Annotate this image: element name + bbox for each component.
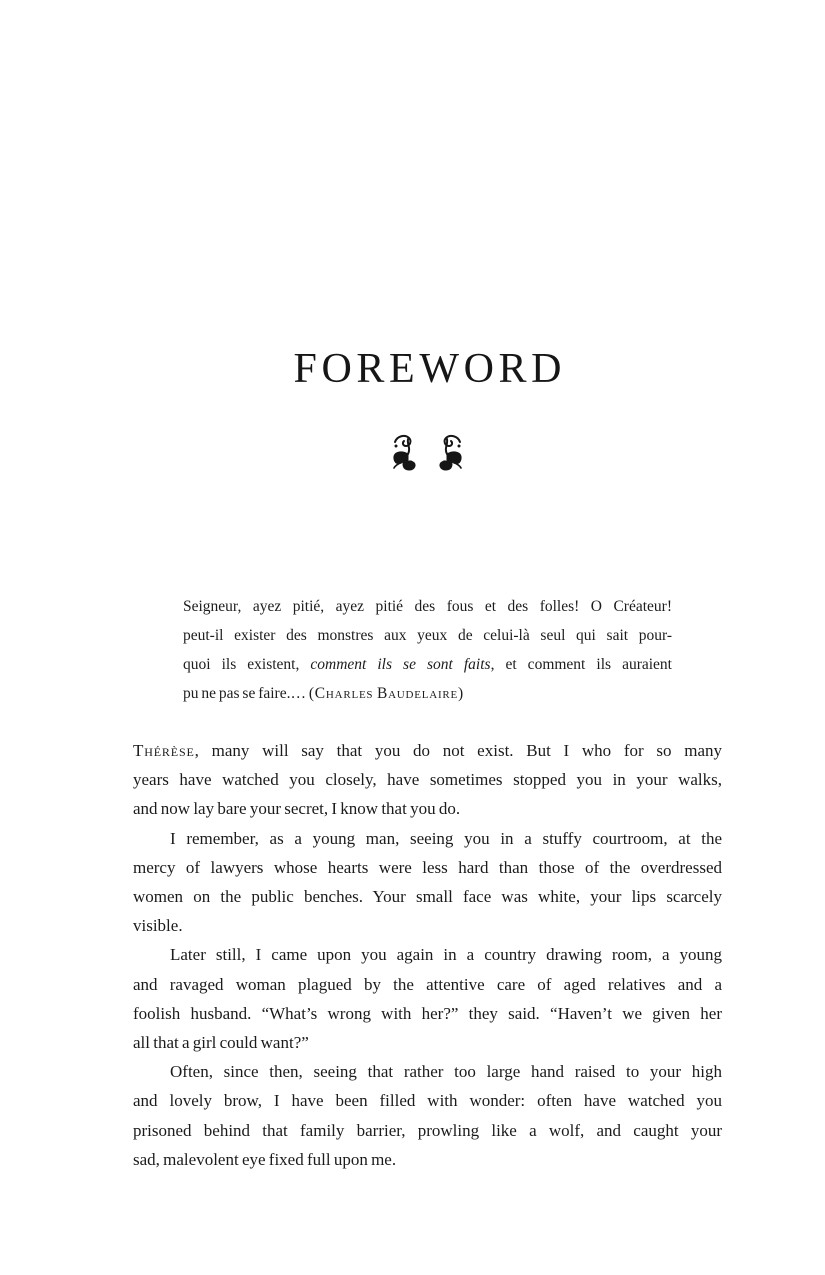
text-line: [133, 999, 722, 1028]
text-segment: and lovely brow, I have been filled with wonder: often have watched you: [133, 1091, 722, 1111]
text-line: [183, 679, 672, 708]
text-segment: prisoned behind that family barrier, prowling like a wolf, and caught your: [133, 1120, 722, 1140]
text-segment: and now lay bare your secret, I know that you do.: [133, 799, 461, 819]
text-segment: peut-il exister des monstres aux yeux de celui-là seul qui sait pour-: [183, 627, 672, 644]
body-text: [133, 736, 722, 1174]
text-line: [133, 853, 722, 882]
text-segment: , many will say that you do not exist. But I who for so many: [194, 741, 722, 760]
text-segment: quoi ils existent,: [183, 656, 311, 673]
paragraph: [133, 736, 722, 824]
fleuron-right-icon: [435, 433, 467, 473]
text-segment: sad, malevolent eye fixed full upon me.: [133, 1149, 397, 1169]
text-line: [133, 765, 722, 794]
text-line: [133, 794, 722, 823]
text-line: [133, 1057, 722, 1086]
text-segment: Seigneur, ayez pitié, ayez pitié des fous et des folles! O Créateur!: [183, 598, 672, 615]
text-segment: years have watched you closely, have sometimes stopped you in your walks,: [133, 770, 722, 790]
text-line: [183, 592, 672, 621]
text-line: [133, 1145, 722, 1174]
text-line: [133, 1116, 722, 1145]
paragraph: [133, 824, 722, 941]
text-line: [133, 736, 722, 765]
text-line: [183, 650, 672, 679]
smallcaps-text: (Charles Baudelaire): [308, 685, 464, 702]
text-segment: , et comment ils auraient: [490, 656, 672, 673]
text-line: [133, 970, 722, 999]
text-segment: women on the public benches. Your small face was white, your lips scarcely: [133, 887, 722, 907]
text-line: [133, 882, 722, 911]
text-line: [183, 621, 672, 650]
text-line: [133, 911, 722, 940]
epigraph: [183, 592, 672, 708]
text-segment: mercy of lawyers whose hearts were less hard than those of the overdressed: [133, 857, 722, 877]
text-segment: visible.: [133, 916, 183, 936]
text-line: [133, 1028, 722, 1057]
text-line: [133, 1086, 722, 1115]
text-segment: Later still, I came upon you again in a country drawing room, a young: [170, 945, 722, 965]
paragraph: [133, 940, 722, 1057]
smallcaps-text: Thérèse: [133, 741, 195, 760]
ornament-row: [133, 433, 722, 473]
text-line: [133, 940, 722, 969]
text-segment: Often, since then, seeing that rather too large hand raised to your high: [170, 1062, 722, 1082]
text-segment: foolish husband. “What’s wrong with her?” they said. “Haven’t we given her: [133, 1003, 722, 1023]
text-segment: and ravaged woman plagued by the attentive care of aged relatives and a: [133, 974, 722, 994]
fleuron-left-icon: [388, 433, 420, 473]
page-title: FOREWORD: [293, 346, 567, 392]
text-segment: pu ne pas se faire.…: [183, 685, 309, 702]
italic-text: comment ils se sont faits: [310, 656, 491, 673]
text-line: [133, 824, 722, 853]
paragraph: [133, 1057, 722, 1174]
text-segment: all that a girl could want?”: [133, 1033, 309, 1053]
text-segment: I remember, as a young man, seeing you in a stuffy courtroom, at the: [170, 828, 722, 848]
